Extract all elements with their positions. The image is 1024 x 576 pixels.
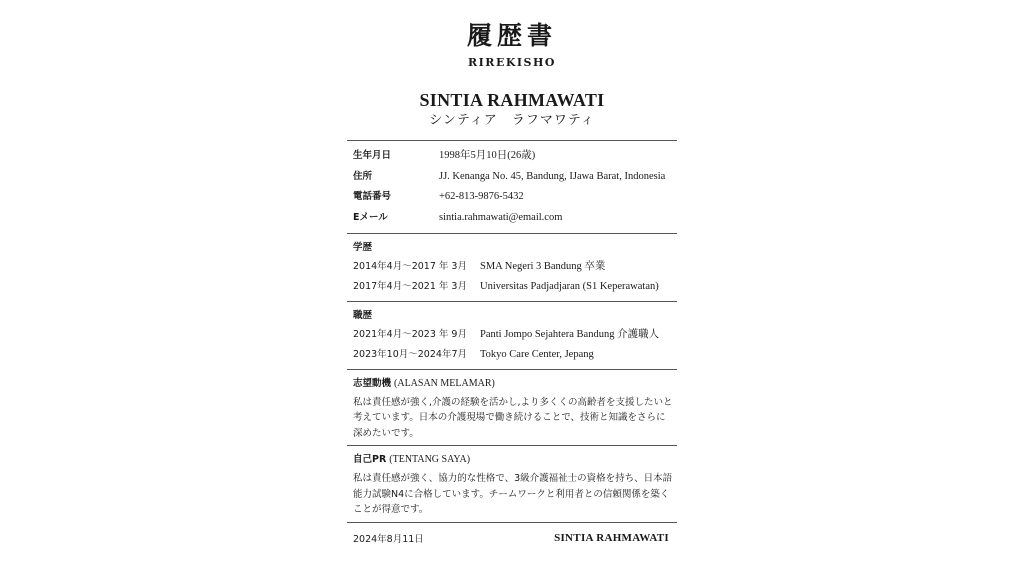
document-title-romaji: RIREKISHO <box>468 56 556 69</box>
work-row <box>347 325 677 345</box>
info-row-email <box>347 208 677 229</box>
motivation-heading <box>347 374 677 393</box>
self-pr-heading-jp: 自己PR <box>353 454 387 466</box>
self-pr-section <box>347 446 677 522</box>
motivation-heading-sub: (ALASAN MELAMAR) <box>394 377 495 389</box>
info-label: Eメール <box>353 212 388 224</box>
history-entry: Tokyo Care Center, Jepang <box>480 348 594 360</box>
signature-footer <box>347 523 677 545</box>
resume-document <box>347 18 677 545</box>
info-label: 生年月日 <box>353 150 392 161</box>
info-row-phone <box>347 187 677 208</box>
history-date: 2014年4月～2017 年 3月 <box>353 260 467 272</box>
signature-name: SINTIA RAHMAWATI <box>554 531 669 544</box>
history-date: 2021年4月～2023 年 9月 <box>353 328 467 340</box>
info-row-address <box>347 167 677 188</box>
info-value: sintia.rahmawati@email.com <box>439 212 563 224</box>
info-row-birthdate <box>347 146 677 167</box>
history-date: 2023年10月～2024年7月 <box>353 348 467 360</box>
motivation-text: 私は責任感が強く,介護の経験を活かし,より多くくの高齢者を支援したいと考えています。日本の介護現場で働き続けることで、技術と知識をさらに深めたいです。 <box>353 396 673 439</box>
document-date: 2024年8月11日 <box>353 533 424 545</box>
info-value: 1998年5月10日(26歳) <box>439 150 536 161</box>
education-row <box>347 257 677 277</box>
work-history-section <box>347 302 677 369</box>
document-title-japanese: 履歴書 <box>466 21 557 50</box>
info-value: +62-813-9876-5432 <box>439 191 524 203</box>
self-pr-heading-sub: (TENTANG SAYA) <box>389 454 471 466</box>
work-heading: 職歴 <box>353 309 373 321</box>
history-entry: Universitas Padjadjaran (S1 Keperawatan) <box>480 280 659 292</box>
applicant-name: SINTIA RAHMAWATI <box>419 90 605 110</box>
history-entry: SMA Negeri 3 Bandung 卒業 <box>480 260 606 272</box>
education-row <box>347 277 677 297</box>
personal-info-table <box>347 141 677 233</box>
history-entry: Panti Jompo Sejahtera Bandung 介護職人 <box>480 328 660 340</box>
info-label: 電話番号 <box>353 191 392 203</box>
info-value: JJ. Kenanga No. 45, Bandung, IJawa Barat, Indonesia <box>439 170 666 182</box>
motivation-section <box>347 370 677 446</box>
education-section <box>347 234 677 301</box>
work-row <box>347 345 677 365</box>
applicant-name-kana: シンティア ラフマワティ <box>429 113 595 128</box>
history-date: 2017年4月～2021 年 3月 <box>353 280 467 292</box>
self-pr-text: 私は責任感が強く、協力的な性格で、3級介護福祉士の資格を持ち、日本語能力試験N4に合格しています。チームワークと利用者との信頼関係を築くことが得意です。 <box>353 473 673 516</box>
self-pr-heading <box>347 450 677 469</box>
motivation-heading-jp: 志望動機 <box>353 377 392 389</box>
info-label: 住所 <box>353 170 373 182</box>
education-heading: 学歴 <box>353 241 373 253</box>
